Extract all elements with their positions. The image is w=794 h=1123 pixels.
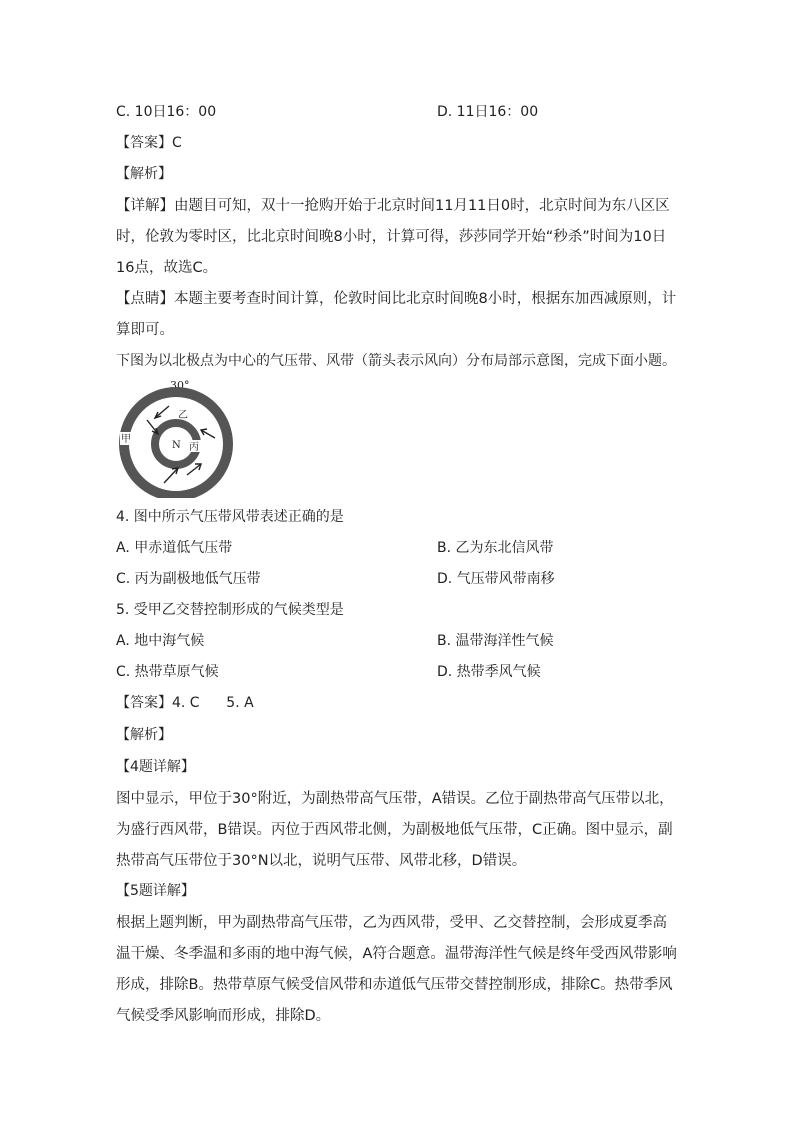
label-bing: 丙	[189, 442, 199, 453]
answer-line-q3	[116, 133, 182, 153]
answers-label: 【答案】	[116, 695, 172, 711]
answer-value: C	[172, 135, 182, 151]
q4-option-d: D. 气压带风带南移	[437, 571, 555, 587]
q5-option-a: A. 地中海气候	[116, 633, 205, 649]
answer-label: 【答案】	[116, 135, 172, 151]
analysis-label-q3: 【解析】	[116, 166, 172, 182]
pressure-belt-diagram	[114, 378, 238, 502]
detail4-text: 图中显示，甲位于30°附近，为副热带高气压带，A错误。乙位于副热带高气压带以北，为盛行西风带，B错误。丙位于西风带北侧，为副极地低气压带，C正确。图中显示，副热带高气压带位于30°N以北，说明气压带、风带北移，D错误。	[116, 791, 674, 869]
label-jia: 甲	[121, 434, 131, 445]
answer-line-q4-q5	[116, 693, 254, 713]
tip-label: 【点睛】	[116, 291, 174, 307]
tip-text: 本题主要考查时间计算，伦敦时间比北京时间晚8小时，根据东加西减原则，计算即可。	[116, 291, 677, 338]
answers-value: 4. C 5. A	[172, 695, 254, 711]
option-d-q3: D. 11日16：00	[437, 104, 539, 120]
detail5-text: 根据上题判断，甲为副热带高气压带，乙为西风带，受甲、乙交替控制，会形成夏季高温干燥、冬季温和多雨的地中海气候，A符合题意。温带海洋性气候是终年受西风带影响形成，排除B。热带草原气候受信风带和赤道低气压带交替控制形成，排除C。热带季风气候受季风影响而形成，排除D。	[116, 915, 677, 1024]
q4-option-c: C. 丙为副极地低气压带	[116, 571, 261, 587]
latitude-30-label: 30°	[170, 379, 190, 392]
q4-option-a: A. 甲赤道低气压带	[116, 540, 233, 556]
q5-option-b: B. 温带海洋性气候	[437, 633, 554, 649]
q5-option-c: C. 热带草原气候	[116, 664, 219, 680]
q5-stem: 5. 受甲乙交替控制形成的气候类型是	[116, 602, 344, 618]
detail-text: 由题目可知，双十一抢购开始于北京时间11月11日0时，北京时间为东八区区时，伦敦为零时区，比北京时间晚8小时，计算可得，莎莎同学开始“秒杀”时间为10日16点，故选C。	[116, 198, 670, 276]
analysis-label-q4-q5: 【解析】	[116, 727, 172, 743]
option-c-q3: C. 10日16：00	[116, 104, 217, 120]
q5-option-d: D. 热带季风气候	[437, 664, 541, 680]
label-yi: 乙	[178, 410, 188, 421]
q4-stem: 4. 图中所示气压带风带表述正确的是	[116, 509, 344, 525]
detail5-label: 【5题详解】	[116, 883, 195, 899]
tip-paragraph-q3	[116, 284, 681, 346]
q4-option-b: B. 乙为东北信风带	[437, 540, 554, 556]
intro-text: 下图为以北极点为中心的气压带、风带（箭头表示风向）分布局部示意图，完成下面小题。	[116, 353, 676, 369]
detail-paragraph-q3	[116, 191, 681, 284]
center-n-label: N	[172, 440, 181, 451]
detail-label: 【详解】	[116, 198, 174, 214]
detail4-label: 【4题详解】	[116, 759, 195, 775]
